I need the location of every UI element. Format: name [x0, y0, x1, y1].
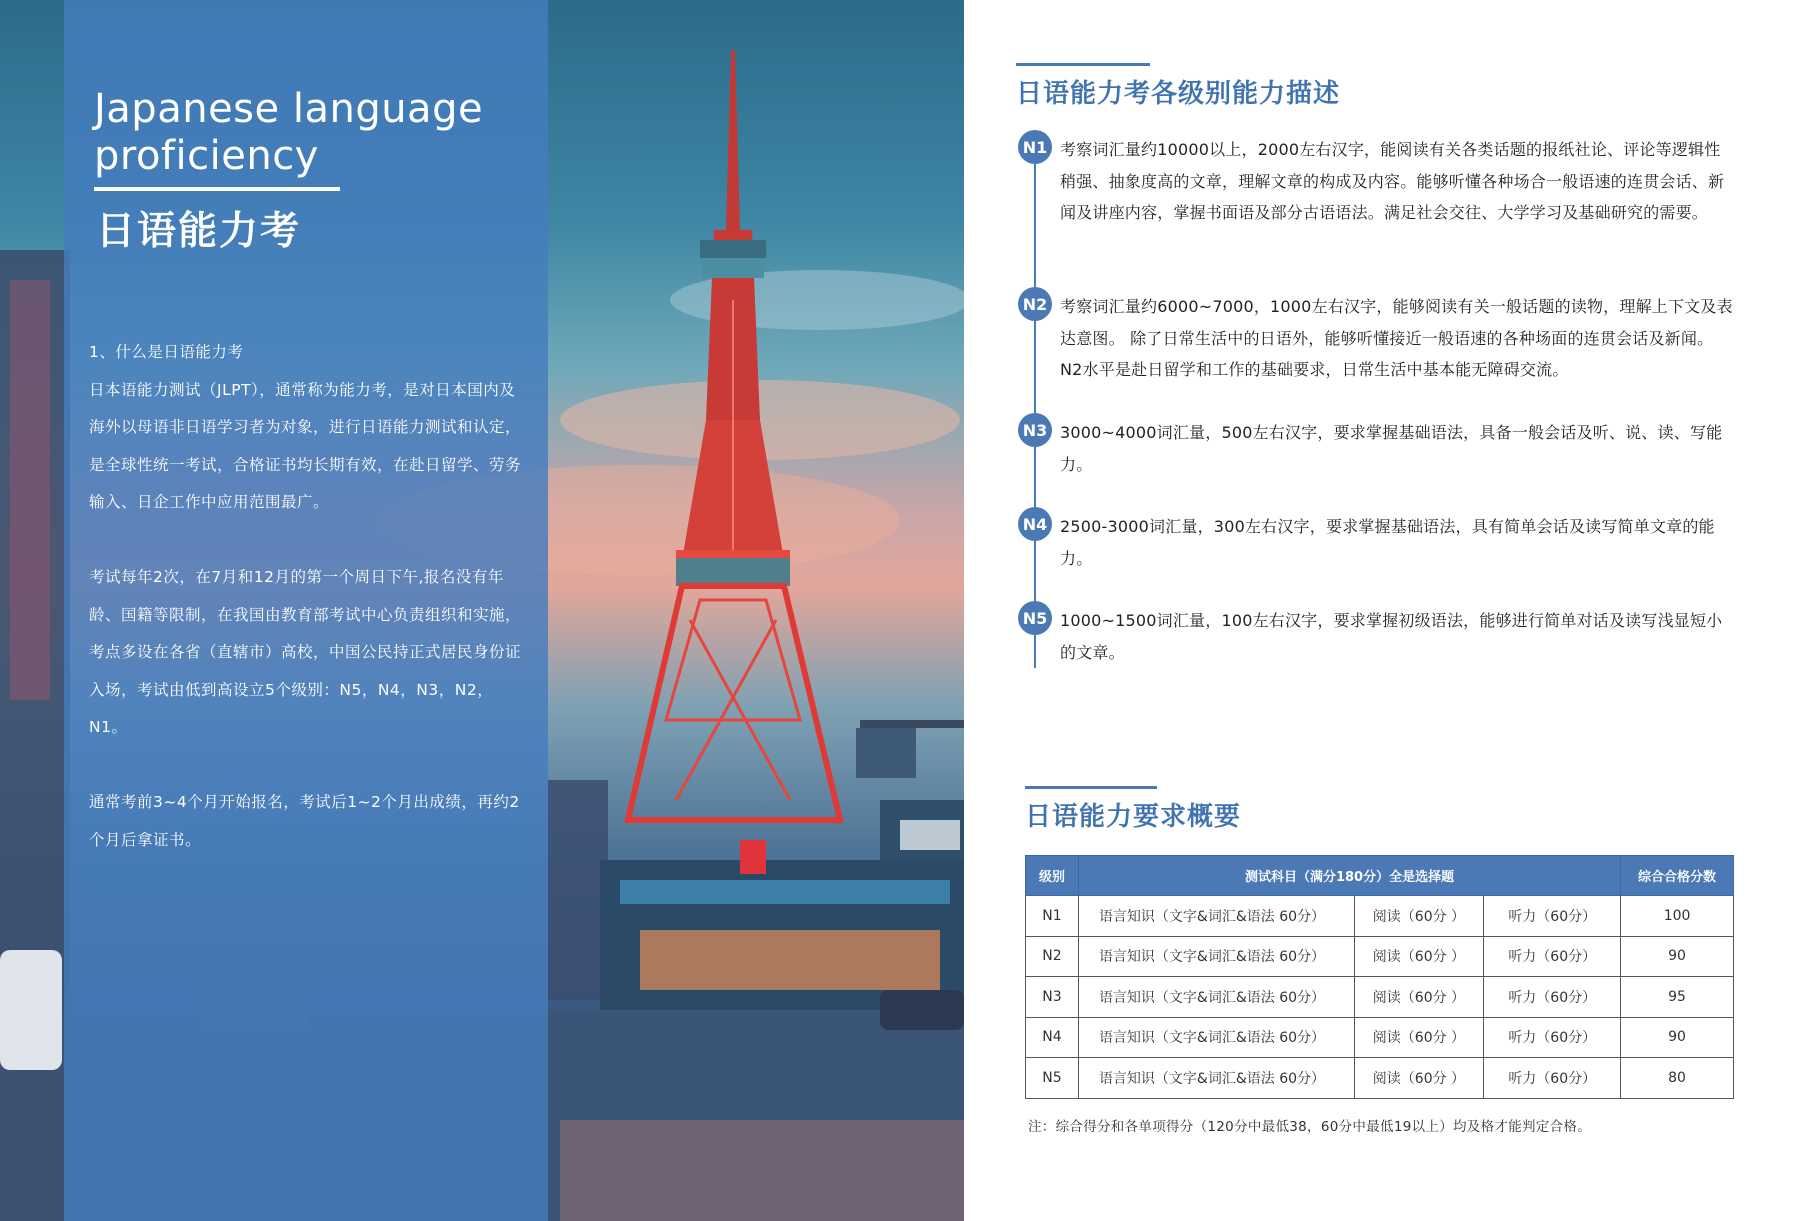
cell-level: N2	[1026, 936, 1079, 977]
level-badge-n3: N3	[1018, 413, 1052, 447]
cell-listening: 听力（60分）	[1484, 977, 1621, 1018]
cell-level: N3	[1026, 977, 1079, 1018]
cell-pass-score: 90	[1621, 1017, 1734, 1058]
cell-reading: 阅读（60分 ）	[1354, 1058, 1484, 1099]
requirements-table	[1025, 855, 1734, 1099]
table-row	[1026, 936, 1734, 977]
header-pass-score: 综合合格分数	[1621, 856, 1734, 896]
title-english: Japanese language proficiency	[94, 86, 484, 179]
table-row	[1026, 1017, 1734, 1058]
cell-knowledge: 语言知识（文字&词汇&语法 60分）	[1078, 1017, 1354, 1058]
cell-reading: 阅读（60分 ）	[1354, 1017, 1484, 1058]
intro-paragraph-1	[89, 334, 529, 522]
cell-reading: 阅读（60分 ）	[1354, 977, 1484, 1018]
intro-heading: 1、什么是日语能力考	[89, 343, 244, 361]
levels-title-rule	[1016, 63, 1150, 66]
level-description: 3000~4000词汇量，500左右汉字，要求掌握基础语法，具备一般会话及听、说、读、写能力。	[1060, 423, 1723, 474]
requirements-section-title: 日语能力要求概要	[1025, 802, 1242, 832]
intro-paragraph-2: 考试每年2次，在7月和12月的第一个周日下午,报名没有年龄、国籍等限制，在我国由教育部考试中心负责组织和实施，考点多设在各省（直辖市）高校，中国公民持正式居民身份证入场，考试由低到高设立5个级别：N5，N4，N3，N2，N1。	[89, 568, 522, 736]
cell-level: N5	[1026, 1058, 1079, 1099]
intro-paragraph-3: 通常考前3~4个月开始报名，考试后1~2个月出成绩，再约2个月后拿证书。	[89, 793, 520, 849]
requirements-title-rule	[1025, 786, 1157, 789]
level-badge-n2: N2	[1018, 287, 1052, 321]
header-subjects: 测试科目（满分180分）全是选择题	[1078, 856, 1620, 896]
cell-listening: 听力（60分）	[1484, 1058, 1621, 1099]
cell-pass-score: 90	[1621, 936, 1734, 977]
requirements-note: 注：综合得分和各单项得分（120分中最低38，60分中最低19以上）均及格才能判定合格。	[1028, 1119, 1592, 1135]
cell-listening: 听力（60分）	[1484, 896, 1621, 937]
level-description: 考察词汇量约10000以上，2000左右汉字，能阅读有关各类话题的报纸社论、评论等逻辑性稍强、抽象度高的文章，理解文章的构成及内容。能够听懂各种场合一般语速的连贯会话、新闻及讲座内容，掌握书面语及部分古语语法。满足社会交往、大学学习及基础研究的需要。	[1060, 140, 1725, 222]
table-header-row	[1026, 856, 1734, 896]
cell-pass-score: 80	[1621, 1058, 1734, 1099]
level-description: 2500-3000词汇量，300左右汉字，要求掌握基础语法，具有简单会话及读写简单文章的能力。	[1060, 517, 1715, 568]
table-row	[1026, 896, 1734, 937]
cell-reading: 阅读（60分 ）	[1354, 936, 1484, 977]
levels-timeline	[1034, 148, 1036, 668]
cell-reading: 阅读（60分 ）	[1354, 896, 1484, 937]
level-description: 1000~1500词汇量，100左右汉字，要求掌握初级语法，能够进行简单对话及读写浅显短小的文章。	[1060, 611, 1723, 662]
cell-level: N1	[1026, 896, 1079, 937]
cell-pass-score: 95	[1621, 977, 1734, 1018]
intro-text	[89, 334, 529, 897]
header-level: 级别	[1026, 856, 1079, 896]
table-row	[1026, 1058, 1734, 1099]
level-badge-n5: N5	[1018, 601, 1052, 635]
level-description: 考察词汇量约6000~7000，1000左右汉字，能够阅读有关一般话题的读物，理解上下文及表达意图。 除了日常生活中的日语外，能够听懂接近一般语速的各种场面的连贯会话及新闻。N2水平是赴日留学和工作的基础要求，日常生活中基本能无障碍交流。	[1060, 297, 1733, 379]
cell-knowledge: 语言知识（文字&词汇&语法 60分）	[1078, 936, 1354, 977]
cell-knowledge: 语言知识（文字&词汇&语法 60分）	[1078, 1058, 1354, 1099]
level-badge-n1: N1	[1018, 130, 1052, 164]
intro-paragraph-1-text: 日本语能力测试（JLPT），通常称为能力考，是对日本国内及海外以母语非日语学习者为对象，进行日语能力测试和认定，是全球性统一考试，合格证书均长期有效，在赴日留学、劳务输入、日企工作中应用范围最广。	[89, 380, 522, 511]
table-row	[1026, 977, 1734, 1018]
cell-knowledge: 语言知识（文字&词汇&语法 60分）	[1078, 977, 1354, 1018]
levels-section-title: 日语能力考各级别能力描述	[1016, 79, 1341, 109]
title-divider	[94, 187, 340, 191]
title-chinese: 日语能力考	[96, 209, 302, 254]
cell-listening: 听力（60分）	[1484, 1017, 1621, 1058]
cell-knowledge: 语言知识（文字&词汇&语法 60分）	[1078, 896, 1354, 937]
level-badge-n4: N4	[1018, 507, 1052, 541]
cell-pass-score: 100	[1621, 896, 1734, 937]
cell-level: N4	[1026, 1017, 1079, 1058]
cell-listening: 听力（60分）	[1484, 936, 1621, 977]
